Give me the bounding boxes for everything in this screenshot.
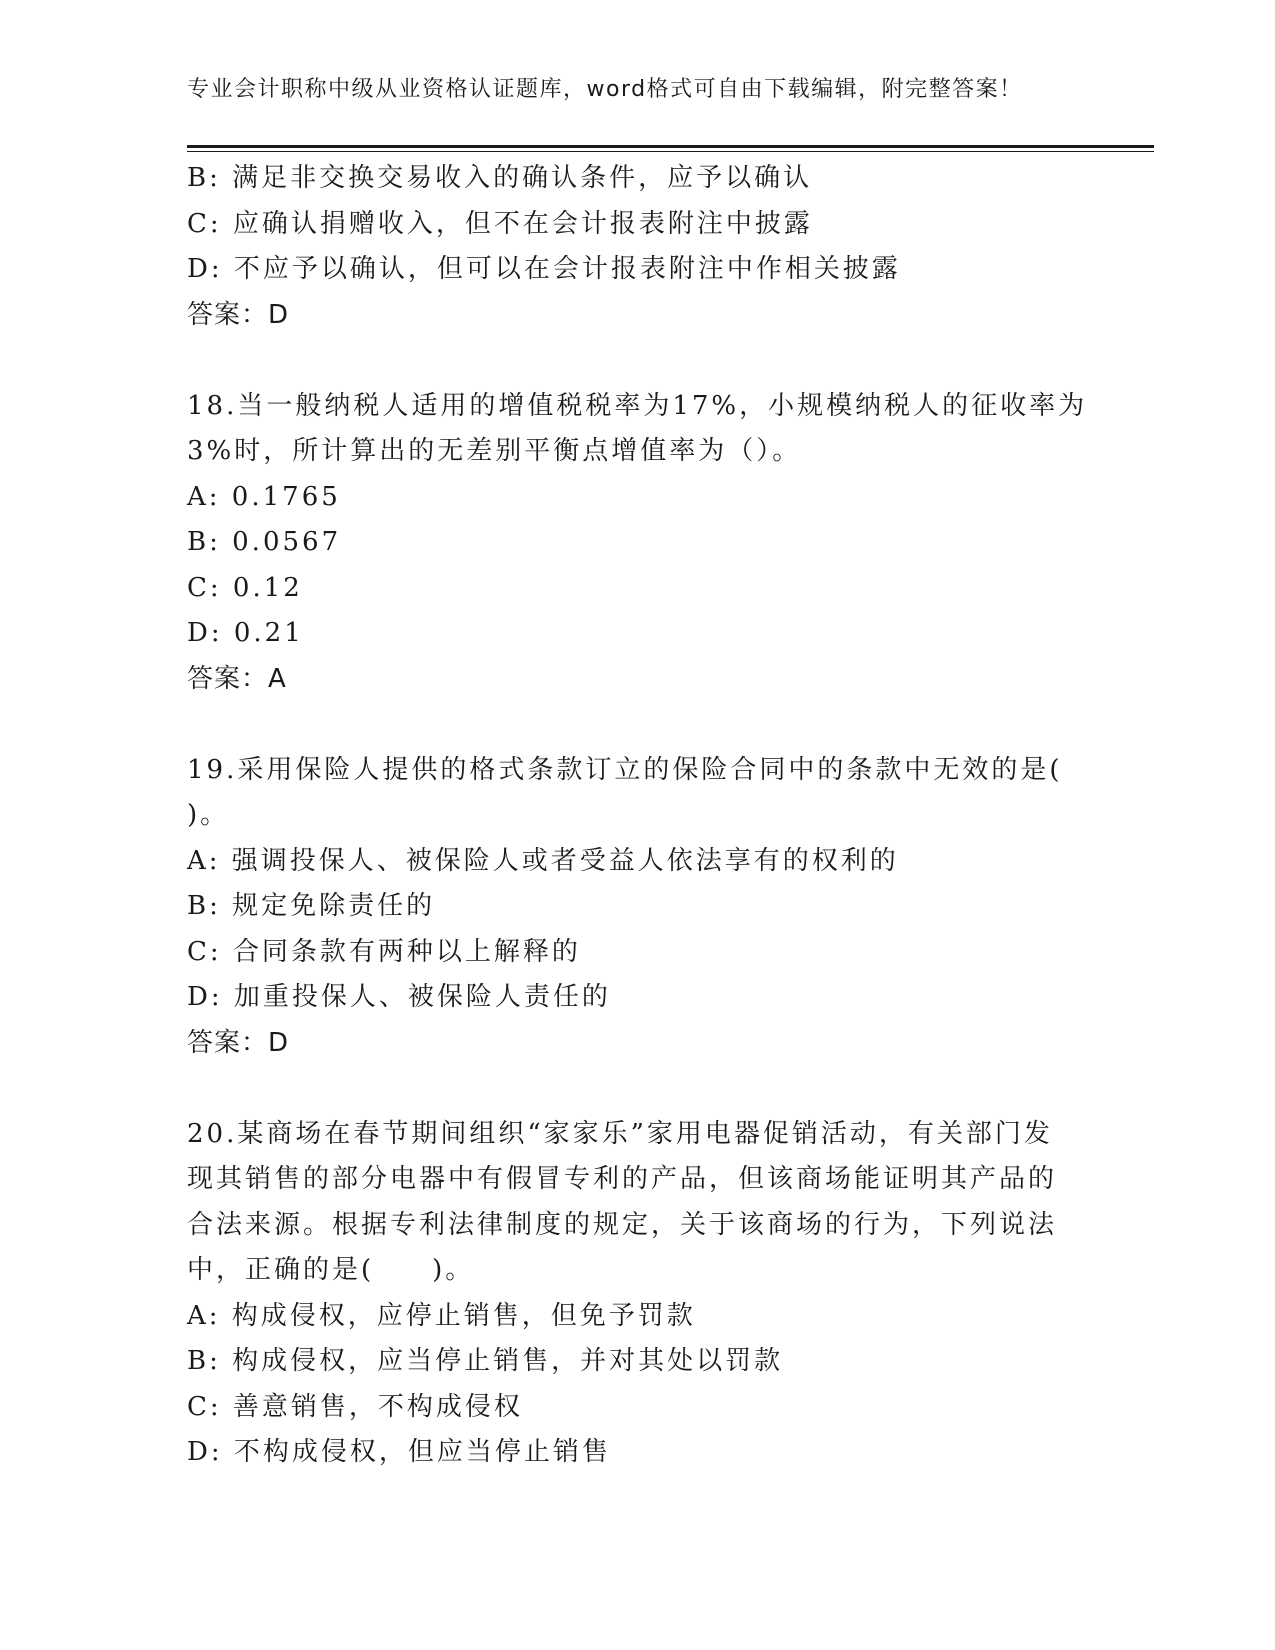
- option-a: A: 0.1765: [187, 481, 341, 512]
- answer-line: 答案：D: [187, 299, 290, 330]
- question-stem: 现其销售的部分电器中有假冒专利的产品，但该商场能证明其产品的: [187, 1164, 1058, 1194]
- question-stem: 合法来源。根据专利法律制度的规定，关于该商场的行为，下列说法: [187, 1209, 1058, 1240]
- answer-line: 答案：D: [187, 1027, 290, 1058]
- option-c: C: 合同条款有两种以上解释的: [187, 936, 581, 967]
- option-c: C: 善意销售，不构成侵权: [187, 1391, 523, 1422]
- question-stem: 18.当一般纳税人适用的增值税税率为17%，小规模纳税人的征收率为: [187, 390, 1088, 421]
- spacer: [187, 1066, 1087, 1112]
- option-c: C: 应确认捐赠收入，但不在会计报表附注中披露: [187, 208, 813, 239]
- option-b: B: 满足非交换交易收入的确认条件，应予以确认: [187, 163, 813, 193]
- option-d: D: 不应予以确认，但可以在会计报表附注中作相关披露: [187, 254, 901, 284]
- option-b: B: 0.0567: [187, 527, 342, 557]
- prev-question-block: [187, 156, 1087, 338]
- option-a: A: 构成侵权，应停止销售，但免予罚款: [187, 1300, 696, 1331]
- question-stem: 中，正确的是( )。: [187, 1255, 475, 1285]
- header-rule-thick: [187, 145, 1154, 148]
- option-b: B: 规定免除责任的: [187, 891, 436, 921]
- question-20-block: [187, 1112, 1087, 1476]
- option-a: A: 强调投保人、被保险人或者受益人依法享有的权利的: [187, 845, 899, 876]
- question-content: [187, 156, 1087, 1476]
- spacer: [187, 338, 1087, 384]
- header-rule-thin: [187, 151, 1154, 152]
- option-d: D: 0.21: [187, 618, 304, 648]
- spacer: [187, 702, 1087, 748]
- option-d: D: 不构成侵权，但应当停止销售: [187, 1437, 611, 1467]
- option-c: C: 0.12: [187, 572, 303, 603]
- answer-line: 答案：A: [187, 663, 287, 694]
- question-stem: 3%时，所计算出的无差别平衡点增值率为（）。: [187, 436, 802, 466]
- question-stem: 19.采用保险人提供的格式条款订立的保险合同中的条款中无效的是(: [187, 754, 1063, 785]
- page-header: 专业会计职称中级从业资格认证题库，word格式可自由下载编辑，附完整答案！: [187, 77, 1023, 102]
- question-stem: )。: [187, 800, 230, 830]
- question-stem: 20.某商场在春节期间组织“家家乐”家用电器促销活动，有关部门发: [187, 1118, 1053, 1149]
- option-d: D: 加重投保人、被保险人责任的: [187, 982, 611, 1012]
- question-19-block: [187, 748, 1087, 1067]
- option-b: B: 构成侵权，应当停止销售，并对其处以罚款: [187, 1346, 784, 1376]
- question-18-block: [187, 384, 1087, 703]
